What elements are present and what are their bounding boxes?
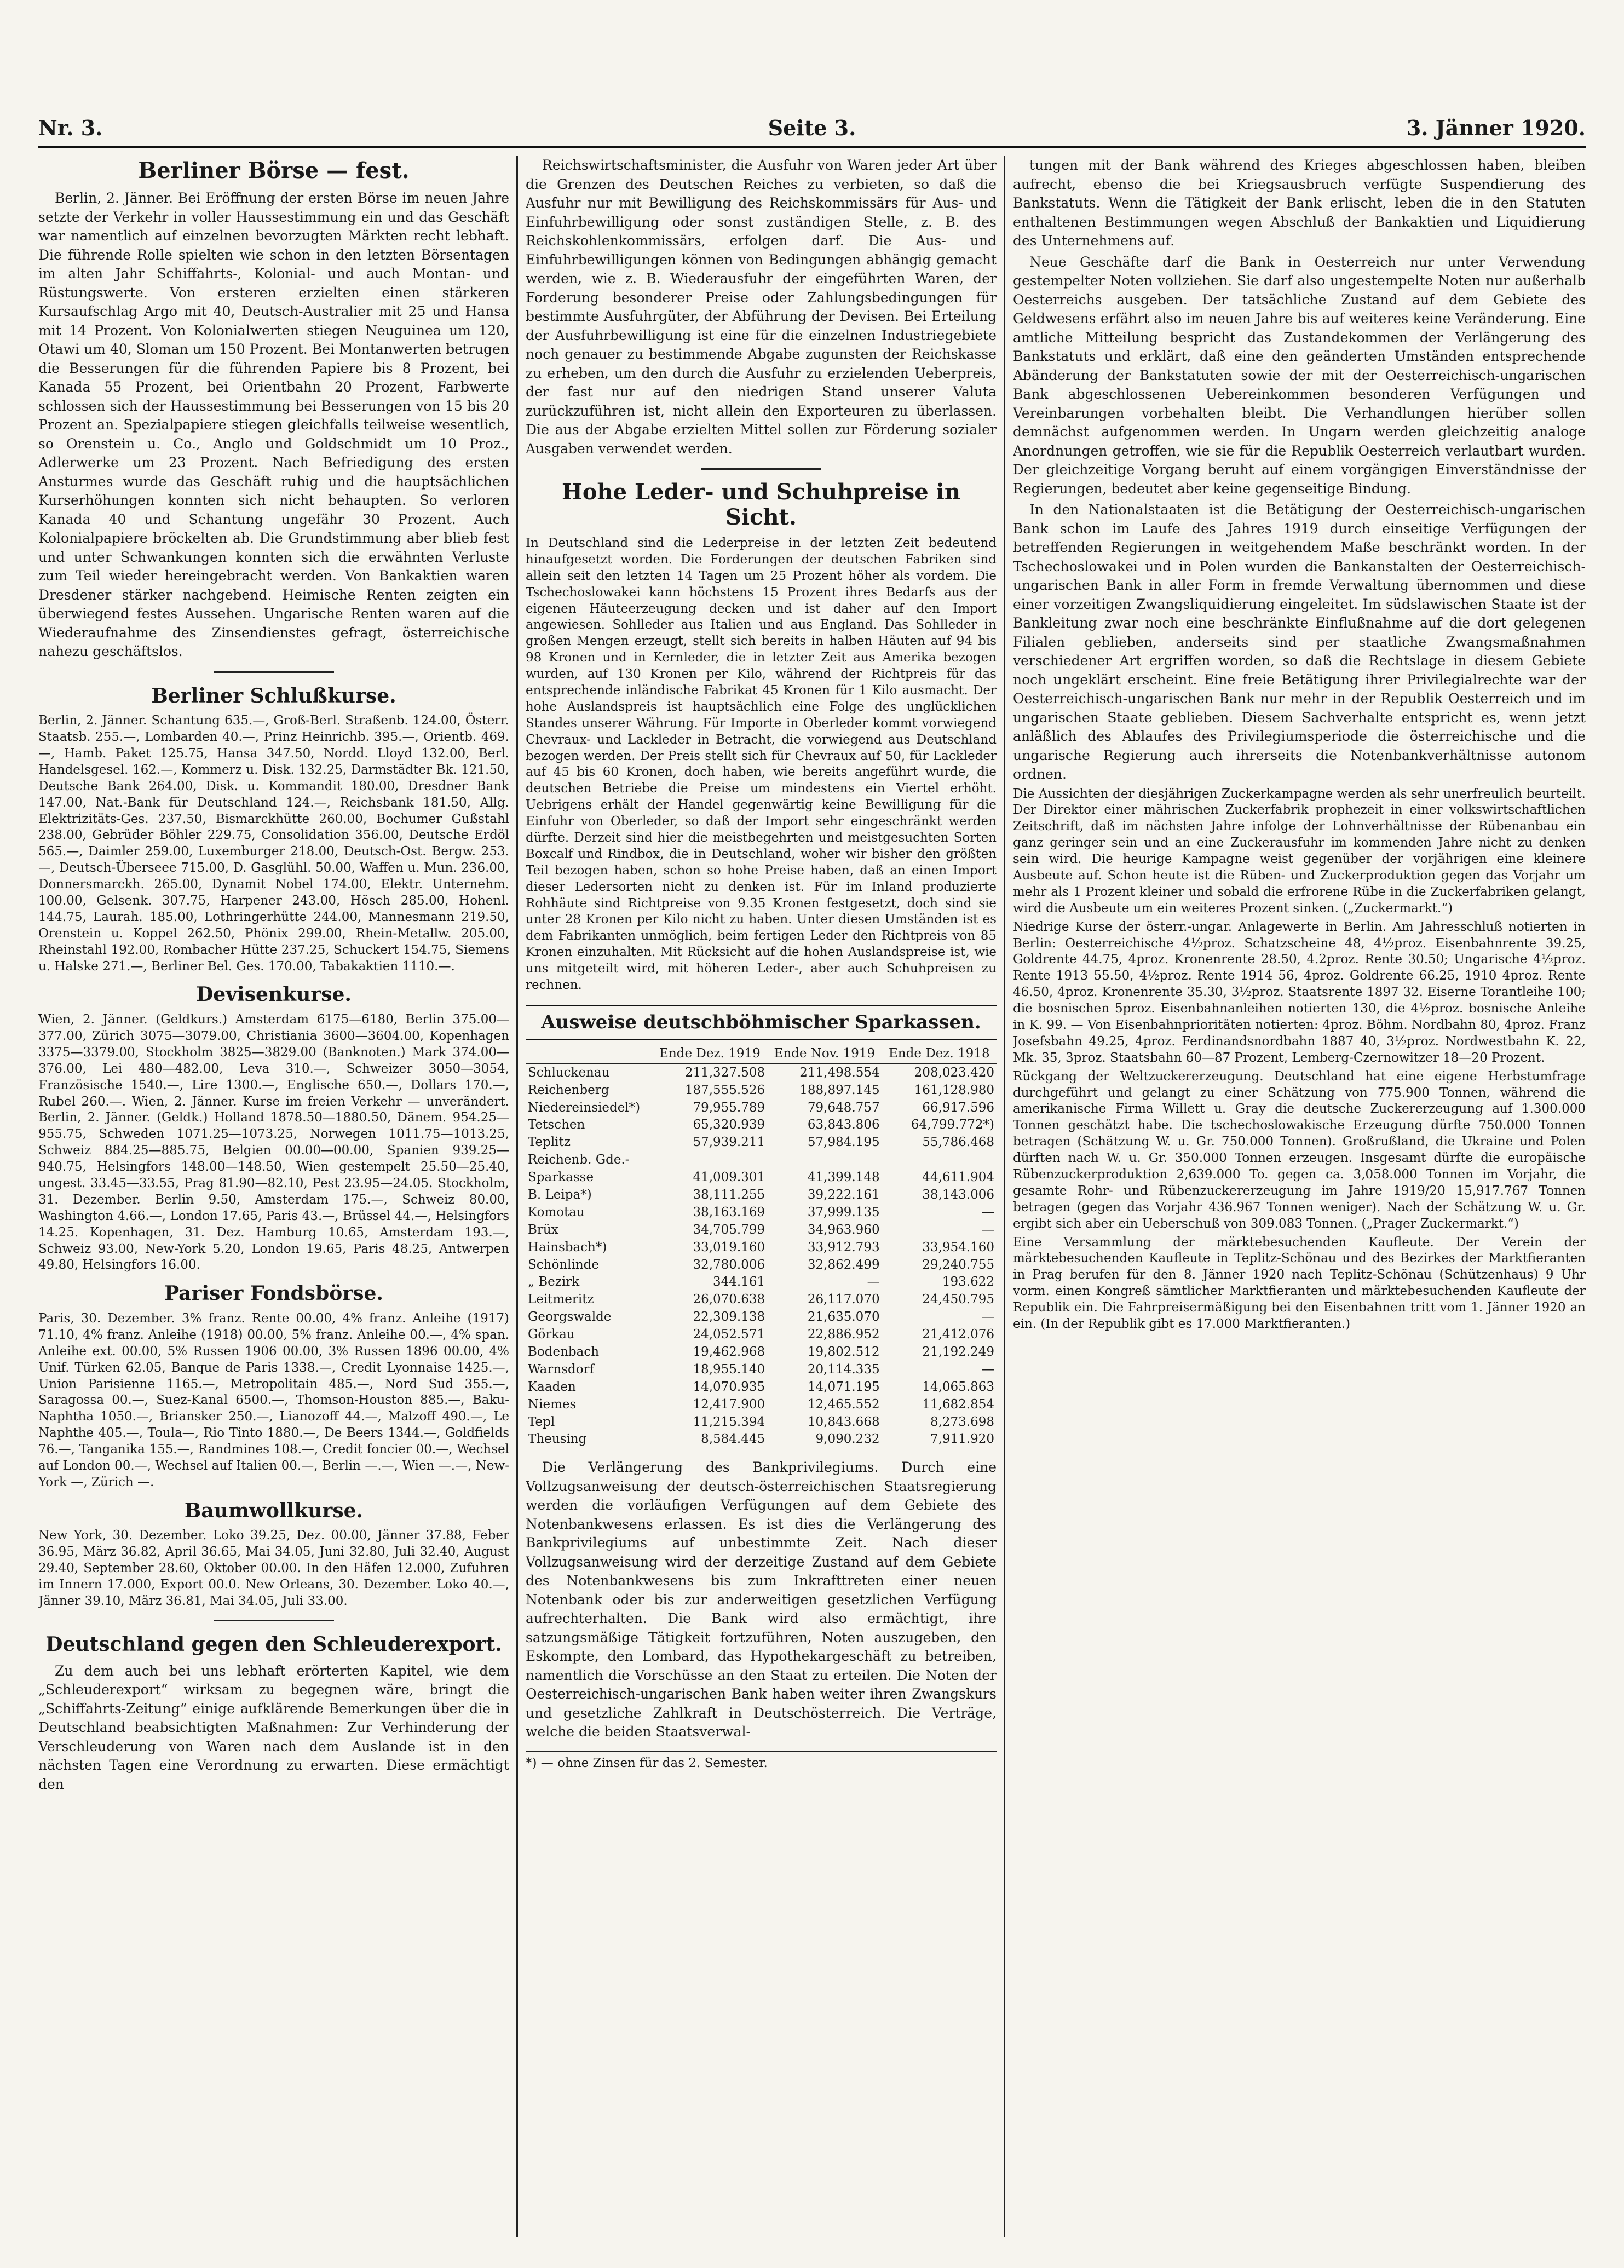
table-cell-place: Hainsbach*) [528,1240,607,1254]
table-cell-place: Tetschen [528,1118,585,1132]
table-cell-place: Reichenb. Gde.- [528,1153,630,1167]
table-cell-value: 20,114.335 [807,1362,880,1377]
column-3 [1013,156,1586,2237]
table-cell-value: 8,273.698 [930,1414,994,1429]
sparkassen-table-title: Ausweise deutschböhmischer Sparkassen. [526,1005,997,1040]
table-row [526,1239,997,1257]
table-row [526,1257,997,1274]
schlusskurse-list: Berlin, 2. Jänner. Schantung 635.—, Groß-Berl. Straßenb. 124.00, Österr. Staatsb. 255.—, Lombarden 40.—, Prinz Heinrichb. 395.—, Orientb. 469.—, Hamb. Paket 125.75, Hansa 347.50, Nordd. Lloyd 132.00, Berl. Handelsgesel. 162.—, Kommerz u. Disk. 132.25, Darmstädter Bk. 121.50, Deutsche Bank 264.00, Disk. u. Kommandit 180.00, Dresdner Bank 147.00, Nat.-Bank für Deutschland 124.—, Reichsbank 181.50, Allg. Elektrizitäts-Ges. 237.50, Bismarckhütte 260.00, Bochumer Gußstahl 238.00, Gebrüder Böhler 229.75, Consolidation 356.00, Deutsche Erdöl 565.—, Daimler 259.00, Luxemburger 218.00, Deutsch-Ost. Bergw. 253.—, Deutsch-Überseee 715.00, D. Gasglühl. 50.00, Waffen u. Mun. 236.00, Donnersmarckh. 265.00, Dynamit Nobel 174.00, Elektr. Unternehm. 100.00, Gelsenk. 307.75, Harpener 243.00, Hösch 285.00, Hohenl. 144.75, Laurah. 185.00, Lothringerhütte 244.00, Mannesmann 219.50, Orenstein u. Koppel 262.50, Phönix 299.00, Rhein-Metallw. 205.00, Rheinstahl 192.00, Rombacher Hütte 237.25, Schuckert 154.75, Siemens u. Halske 271.—, Berliner Bel. Ges. 170.00, Tabakaktien 1110.—. [38,713,509,974]
table-cell-place: Niemes [528,1397,577,1412]
table-cell-value: — [982,1205,994,1219]
table-cell-value: 22,886.952 [807,1327,880,1342]
table-cell-value [653,1152,767,1169]
table-cell-value: 34,963.960 [807,1222,880,1237]
table-cell-value: 39,222.161 [807,1187,880,1202]
article-neue-geschaefte: Neue Geschäfte darf die Bank in Oesterreich nur unter Verwendung gestempelter Noten vollziehen. Sie darf also ungestempelte Noten nur außerhalb Oesterreichs ausgeben. Der tatsächliche Zustand auf dem Gebiete des Geldwesens erfährt also im neuen Jahre bis auf weiteres keine Veränderung. Eine amtliche Mitteilung bespricht das Zustandekommen der Verlängerung des Bankstatuts und erklärt, daß eine den geänderten Umständen entsprechende Abänderung der Bankstatuten sowie der mit der Oesterreichisch-ungarischen Bank abgeschlossenen Uebereinkommen besonderen Verfügungen und Vereinbarungen vorbehalten bleibt. Die Verhandlungen hierüber sollen demnächst aufgenommen werden. In Ungarn werden gleichzeitig analoge Anordnungen getroffen, wie sie für die Republik Oesterreich verlautbart wurden. Der gleichzeitige Vorgang beruht auf einem vorgängigen Einverständnisse der Regierungen, bedeutet aber keine gegenseitige Bindung. [1013,254,1586,497]
table-cell-value: 11,215.394 [693,1414,765,1429]
divider [214,1620,334,1621]
table-cell-value: 19,462.968 [693,1344,765,1359]
table-cell-place: Niedereinsiedel*) [528,1100,641,1115]
table-cell-value: 211,327.508 [684,1065,765,1080]
article-berliner-boerse: Berlin, 2. Jänner. Bei Eröffnung der ersten Börse im neuen Jahre setzte der Verkehr in voller Haussestimmung ein und das Geschäft war namentlich auf einzelnen bevorzugten Märkten recht lebhaft. Die führende Rolle spielten wie schon in den letzten Börsentagen im alten Jahr Schiffahrts-, Kolonial- und auch Montan- und Rüstungswerte. Von ersteren erzielten einen stärkeren Kursaufschlag Argo mit 40, Deutsch-Australier mit 25 und Hansa mit 14 Prozent. Von Kolonialwerten stiegen Neuguinea um 120, Otawi um 40, Sloman um 150 Prozent. Bei Montanwerten betrugen die Besserungen für die führenden Papiere bis 8 Prozent, bei Kanada 55 Prozent, bei Orientbahn 20 Prozent, Farbwerte schlossen sich der Haussestimmung bei Besserungen von 15 bis 20 Prozent an. Spezialpapiere stiegen gleichfalls teilweise wesentlich, so Orenstein u. Co., Anglo und Goldschmidt um 10 Proz., Adlerwerke um 23 Prozent. Nach Befriedigung des ersten Ansturmes wurde das Geschäft ruhig und die hauptsächlichen Kurserhöhungen konnten sich nicht behaupten. So verloren Kanada 40 und Schantung ungefähr 30 Prozent. Auch Kolonialpapiere bröckelten ab. Die Grundstimmung aber blieb fest und unter Schwankungen konnten sich die erwähnten Verluste zum Teil wieder hereingebracht werden. Von Bankaktien waren Dresdener stärker nachgebend. Heimische Renten zeigten ein überwiegend festes Aussehen. Ungarische Renten waren auf die Wiederaufnahme des Zinsendienstes gefragt, österreichische nahezu geschäftslos. [38,190,509,659]
table-row [526,1291,997,1309]
table-row [526,1100,997,1117]
table-cell-value: 38,111.255 [693,1187,765,1202]
table-cell-value: 32,780.006 [693,1257,765,1272]
table-cell-value: 33,954.160 [922,1240,994,1254]
heading-devisenkurse: Devisenkurse. [196,983,352,1006]
table-cell-place: Brüx [528,1222,558,1237]
divider [214,671,334,673]
table-cell-value: 12,465.552 [807,1397,880,1412]
table-cell-value: 57,984.195 [807,1135,880,1150]
table-cell-value: 12,417.900 [693,1397,765,1412]
table-cell-value: 24,052.571 [693,1327,765,1342]
sparkassen-table [526,1045,997,1448]
table-row [526,1204,997,1222]
article-bankprivileg: Die Verlängerung des Bankprivilegiums. Durch eine Vollzugsanweisung der deutsch-österreichischen Staatsregierung werden die vorläufigen Verfügungen auf dem Gebiete des Notenbankwesens erlassen. Es ist dies die Verlängerung des Bankprivilegiums auf unbestimmte Zeit. Nach dieser Vollzugsanweisung wird der derzeitige Zustand auf dem Gebiete des Notenbankwesens bis zum Inkrafttreten einer neuen Notenbank oder bis zur anderweitigen gesetzlichen Verfügung aufrechterhalten. Die Bank wird also ermächtigt, ihre satzungsmäßige Tätigkeit fortzuführen, Noten auszugeben, den Eskompte, den Lombard, das Hypothekargeschäft zu betreiben, namentlich die Vorschüsse an den Staat zu erteilen. Die Noten der Oesterreichisch-ungarischen Bank haben weiter ihren Zwangskurs und gesetzliche Zahlkraft in Deutschösterreich. Die Verträge, welche die beiden Staatsverwal- [526,1459,997,1740]
table-cell-value: 14,065.863 [922,1379,994,1394]
table-cell-value: 41,009.301 [693,1170,765,1185]
table-row [526,1222,997,1239]
table-header-row [526,1045,997,1064]
table-cell-value: 208,023.420 [914,1065,994,1080]
table-row [526,1116,997,1134]
article-weltzucker: Rückgang der Weltzuckererzeugung. Deutschland hat eine eigene Herbstumfrage durchgeführt und gelangt zu einer Schätzung von 775.900 Tonnen, während die amerikanische Firma Willett u. Gray die deutsche Zuckererzeugung auf 1.300.000 Tonnen geschätzt habe. Die tschechoslowakische Erzeugung dürfte 750.000 Tonnen betragen (Schätzung W. u. Gr. 750.000 Tonnen). Großrußland, die Ukraine und Polen dürften nach W. u. Gr. 350.000 Tonnen erzeugen. Insgesamt dürfte die europäische Rübenzuckerproduktion 2,639.000 To. gegen ca. 3,058.000 Tonnen im Vorjahr, die gesamte Rohr- und Rübenzuckererzeugung im Jahre 1919/20 15,917.767 Tonnen betragen (gegen das Vorjahr 436.967 Tonnen weniger). Nach der Schätzung W. u. Gr. ergibt sich aber ein Ueberschuß von 309.083 Tonnen. („Prager Zuckermarkt.“) [1013,1069,1586,1231]
heading-schlusskurse: Berliner Schlußkurse. [151,684,396,707]
heading-pariser-fondsboerse: Pariser Fondsbörse. [164,1282,383,1305]
table-row [526,1134,997,1152]
table-cell-value: — [982,1310,994,1325]
table-cell-value: 10,843.668 [807,1414,880,1429]
issue-date: 3. Jänner 1920. [1406,115,1586,140]
table-row [526,1152,997,1169]
table-cell-value: 344.161 [713,1275,765,1290]
heading-schleuderexport: Deutschland gegen den Schleuderexport. [45,1632,502,1656]
table-header-cell [526,1045,653,1064]
table-cell-value: 55,786.468 [922,1135,994,1150]
article-nationalstaaten: In den Nationalstaaten ist die Betätigung der Oesterreichisch-ungarischen Bank schon im Laufe des Jahres 1919 durch einseitige Verfügungen der betreffenden Regierungen in weitgehendem Maße beschränkt worden. In der Tschechoslowakei und in Polen wurden die Bankanstalten der Oesterreichisch-ungarischen Bank in aller Form in fremde Verwaltung übernommen und diese einer vorzeitigen Zwangsliquidierung eingeleitet. Im südslawischen Staate ist der Bankleitung zwar noch eine beschränkte Einflußnahme auf die dort gelegenen Filialen geblieben, anderseits sind per staatliche Zwangsmaßnahmen verschiedener Art ergriffen worden, so daß die Rechtslage in diesem Gebiete noch ungeklärt erscheint. Eine freie Betätigung ihrer Privilegialrechte war der Oesterreichisch-ungarischen Bank nur mehr in der Republik Oesterreich und im ungarischen Staate geblieben. Diesem Sachverhalte entspricht es, wenn jetzt anläßlich des Ablaufes des Privilegiumsperiode die österreichische und die ungarische Regierung auch ihrerseits die Notenbankverhältnisse autonom ordnen. [1013,502,1586,782]
table-footnote: *) — ohne Zinsen für das 2. Semester. [526,1751,997,1772]
table-row [526,1309,997,1326]
table-cell-value: 41,399.148 [807,1170,880,1185]
column-1 [38,156,509,2237]
table-cell-value: 66,917.596 [922,1100,994,1115]
table-row [526,1187,997,1204]
table-cell-place: Georgswalde [528,1310,612,1325]
table-cell-place: Theusing [528,1432,587,1447]
table-cell-value: 9,090.232 [815,1432,880,1447]
table-cell-value: 44,611.904 [922,1170,994,1185]
table-cell-value: 38,143.006 [922,1187,994,1202]
table-cell-place: Kaaden [528,1379,576,1394]
table-cell-place: „ Bezirk [528,1275,580,1290]
baumwolle-list: New York, 30. Dezember. Loko 39.25, Dez. 00.00, Jänner 37.88, Feber 36.95, März 36.82, April 36.65, Mai 34.05, Juni 32.80, Juli 32.40, August 29.40, September 28.60, Oktober 00.00. In den Häfen 12.000, Zufuhren im Innern 17.000, Export 00.0. New Orleans, 30. Dezember. Loko 40.—, Jänner 39.10, März 36.81, Mai 34.05, Juli 33.00. [38,1528,509,1609]
table-cell-value: 79,648.757 [807,1100,880,1115]
table-cell-value: — [982,1222,994,1237]
table-cell-value: 65,320.939 [693,1118,765,1132]
heading-berliner-boerse: Berliner Börse — fest. [138,158,410,183]
article-zuckerkampagne: Die Aussichten der diesjährigen Zuckerkampagne werden als sehr unerfreulich beurteilt. Der Direktor einer mährischen Zuckerfabrik prophezeit in einer volkswirtschaftlichen Zeitschrift, daß im nächsten Jahre infolge der Lohnverhältnisse der Rübenanbau ein ganz geringer sein und an eine Zuckerausfuhr im kommenden Jahre nicht zu denken sein wird. Die heurige Kampagne weist gegenüber der vorjährigen eine kleinere Ausbeute auf. Schon heute ist die Rüben- und Zuckerproduktion gegen das Vorjahr um mehr als 1 Prozent kleiner und sobald die erfrorene Rübe in die Zuckerfabriken gelangt, wird die Ausbeute um ein weiteres Prozent sinken. („Zuckermarkt.“) [1013,786,1586,916]
table-cell-place: Leitmeritz [528,1292,594,1307]
article-lederpreise: In Deutschland sind die Lederpreise in der letzten Zeit bedeutend hinaufgesetzt worden. Die Forderungen der deutschen Fabriken sind allein seit den letzten 14 Tagen um 25 Prozent höher als vordem. Die Tschechoslowakei kann höchstens 15 Prozent ihres Bedarfs aus der eigenen Häuteerzeugung decken und ist daher auf den Import angewiesen. Sohlleder aus Italien und aus England. Das Sohlleder in großen Mengen erzeugt, stellt sich bereits in halben Häuten auf 94 bis 98 Kronen und in Kernleder, die in letzter Zeit aus Amerika bezogen wurden, auf 130 Kronen per Kilo, während der Richtpreis für das entsprechende inländische Fabrikat 45 Kronen für 1 Kilo ausmacht. Der hohe Auslandspreis ist hauptsächlich eine Folge des unglücklichen Standes unserer Währung. Für Importe in Oberleder kommt vorwiegend Chevraux- und Lackleder in Betracht, die vorwiegend aus Deutschland bezogen werden. Der Preis stellt sich für Chevraux auf 50, für Lackleder auf 45 bis 60 Kronen, doch haben, wie bereits angeführt wurde, die deutschen Betriebe die Preise um mindestens ein Viertel erhöht. Uebrigens erhält der Handel gegenwärtig keine Bewilligung für die Einfuhr von Oberleder, so daß der Import sehr eingeschränkt werden dürfte. Derzeit sind hier die meistbegehrten und meistgesuchten Sorten Boxcalf und Rindbox, die in Deutschland, woher wir bisher den größten Teil bezogen haben, schon so hohe Preise haben, daß an einen Import dieser Ledersorten nicht zu denken ist. Für im Inland produzierte Rohhäute sind Richtpreise von 9.35 Kronen festgesetzt, doch sind sie unter 28 Kronen per Kilo nicht zu haben. Unter diesen Umständen ist es dem Fabrikanten unmöglich, beim fertigen Leder den Richtpreis von 85 Kronen einzuhalten. Mit Rücksicht auf die hohen Auslandspreise ist, wie uns mitgeteilt wird, mit höheren Leder-, aber auch Schuhpreisen zu rechnen. [526,536,997,993]
table-cell-value: 187,555.526 [684,1083,765,1097]
divider [701,468,821,470]
table-cell-place: Sparkasse [528,1170,594,1185]
table-cell-value: 11,682.854 [922,1397,994,1412]
table-row [526,1431,997,1448]
table-cell-value: 211,498.554 [799,1065,880,1080]
table-cell-place: Reichenberg [528,1083,609,1097]
table-row [526,1361,997,1379]
table-cell-value: 21,635.070 [807,1310,880,1325]
article-bankprivileg-continued: tungen mit der Bank während des Krieges abgeschlossen haben, bleiben aufrecht, ebenso die bei Kriegsausbruch verfügte Suspendierung des Bankstatuts. Wenn die Tätigkeit der Bank erlischt, leben die in den Statuten enthaltenen Bestimmungen wegen Abschluß der Bankaktien und Liquidierung des Unternehmens auf. [1013,157,1586,249]
devisen-list: Wien, 2. Jänner. (Geldkurs.) Amsterdam 6175—6180, Berlin 375.00—377.00, Zürich 3075—3079.00, Christiania 3600—3604.00, Kopenhagen 3375—3379.00, Stockholm 3825—3829.00 (Banknoten.) Mark 374.00—376.00, Lei 480—482.00, Leva 310.—, Schweizer 3050—3054, Französische 1540.—, Lire 1300.—, Englische 650.—, Dollars 170.—, Rubel 260.—. Wien, 2. Jänner. Kurse im freien Verkehr — unverändert. Berlin, 2. Jänner. (Geldk.) Holland 1878.50—1880.50, Dänem. 954.25—955.75, Schweden 1071.25—1073.25, Norwegen 1011.75—1013.25, Schweiz 884.25—885.75, Belgien 00.00—00.00, Spanien 939.25—940.75, Helsingfors 148.00—148.50, Wien gestempelt 25.50—25.40, ungest. 33.45—33.55, Prag 81.90—82.10, Pest 23.95—24.05. Stockholm, 31. Dezember. Berlin 9.50, Amsterdam 175.—, Schweiz 80.00, Washington 4.66.—, London 17.65, Paris 43.—, Brüssel 44.—, Helsingfors 14.25. Kopenhagen, 31. Dez. Hamburg 10.65, Amsterdam 193.—, Schweiz 93.00, New-York 5.20, London 19.65, Paris 48.25, Antwerpen 49.80, Helsingfors 16.00. [38,1012,509,1273]
page-number: Seite 3. [768,115,856,140]
table-cell-place: Teplitz [528,1135,571,1150]
table-cell-value: 19,802.512 [807,1344,880,1359]
column-rule-right [1004,156,1005,2237]
column-2 [526,156,997,2237]
table-body [526,1064,997,1449]
table-header-cell: Ende Dez. 1919 [653,1045,767,1064]
table-cell-value: 64,799.772*) [911,1118,994,1132]
table-cell-value: 33,019.160 [693,1240,765,1254]
table-cell-value: 26,070.638 [693,1292,765,1307]
table-cell-value: 21,192.249 [922,1344,994,1359]
table-cell-value: 14,071.195 [807,1379,880,1394]
table-cell-value: 38,163.169 [693,1205,765,1219]
table-cell-place: Warnsdorf [528,1362,595,1377]
table-row [526,1274,997,1291]
table-cell-value: 14,070.935 [693,1379,765,1394]
table-cell-value: 79,955.789 [693,1100,765,1115]
table-cell-value: 57,939.211 [693,1135,765,1150]
table-row [526,1082,997,1100]
table-cell-place: Schönlinde [528,1257,599,1272]
article-schleuderexport: Zu dem auch bei uns lebhaft erörterten Kapitel, wie dem „Schleuderexport“ wirksam zu begegnen wäre, bringt die „Schiffahrts-Zeitung“ einige aufklärende Bemerkungen über die in Deutschland beabsichtigten Maßnahmen: Zur Verhinderung der Verschleuderung von Waren nach dem Auslande ist in den nächsten Tagen eine Verordnung zu erwarten. Diese ermächtigt den [38,1662,509,1792]
table-cell-value: 7,911.920 [930,1432,994,1447]
table-row [526,1414,997,1431]
issue-number: Nr. 3. [38,115,103,140]
table-row [526,1379,997,1396]
table-cell-value: 22,309.138 [693,1310,765,1325]
table-cell-value: 24,450.795 [922,1292,994,1307]
table-cell-value: 34,705.799 [693,1222,765,1237]
column-rule-left [516,156,518,2237]
table-cell-value: 37,999.135 [807,1205,880,1219]
table-header-cell: Ende Dez. 1918 [882,1045,997,1064]
table-cell-value: — [982,1362,994,1377]
table-cell-value: 21,412.076 [922,1327,994,1342]
table-cell-value: — [867,1275,880,1290]
table-cell-place: Bodenbach [528,1344,600,1359]
table-cell-value: 18,955.140 [693,1362,765,1377]
table-row [526,1064,997,1082]
article-schleuderexport-continued: Reichswirtschaftsminister, die Ausfuhr von Waren jeder Art über die Grenzen des Deutschen Reiches zu verbieten, so daß die Ausfuhr nur mit Bewilligung des Reichskommissärs für Aus- und Einfuhrbewilligung oder sonst zuständigen Stelle, z. B. des Reichskohlenkommissärs, erfolgen darf. Die Aus- und Einfuhrbewilligungen können von Bedingungen abhängig gemacht werden, wie z. B. Wiederausfuhr der eingeführten Waren, der Forderung besonderer Preise oder Zahlungsbedingungen für bestimmte Ausfuhrgüter, der Abführung der Devisen. Bei Erteilung der Ausfuhrbewilligung ist eine für die einzelnen Industriegebiete noch genauer zu bestimmende Abgabe zugunsten der Reichskasse zu erheben, um den durch die Ausfuhr zu erzielenden Ueberpreis, der fast nur auf den niedrigen Stand unserer Valuta zurückzuführen ist, nicht allein den Exporteuren zu überlassen. Die aus der Abgabe erzielten Mittel sollen zur Förderung sozialer Ausgaben verwendet werden. [526,157,997,457]
table-cell-place: Schluckenau [528,1065,610,1080]
table-header-cell: Ende Nov. 1919 [767,1045,882,1064]
table-row [526,1396,997,1414]
table-cell-value: 161,128.980 [914,1083,994,1097]
table-cell-value: 193.622 [942,1275,994,1290]
heading-lederpreise: Hohe Leder- und Schuhpreise in Sicht. [562,479,960,530]
article-versammlung: Eine Versammlung der märktebesuchenden Kaufleute. Der Verein der märktebesuchenden Kaufleute in Teplitz-Schönau und des Bezirkes der Marktfieranten in Prag berufen für den 8. Jänner 1920 nach Teplitz-Schönau (Schützenhaus) 9 Uhr vorm. einen Kongreß sämtlicher Marktfieranten und märktebesuchenden Kaufleute der Republik ein. Die Fahrpreisermäßigung bei den Eisenbahnen tritt vom 1. Jänner 1920 an ein. (In der Republik gibt es 17.000 Marktfieranten.) [1013,1235,1586,1331]
table-cell-value: 26,117.070 [807,1292,880,1307]
table-cell-value: 32,862.499 [807,1257,880,1272]
table-cell-value: 29,240.755 [922,1257,994,1272]
heading-baumwollkurse: Baumwollkurse. [184,1499,364,1522]
table-row [526,1326,997,1344]
table-cell-value [882,1152,997,1169]
article-anlagewerte: Niedrige Kurse der österr.-ungar. Anlagewerte in Berlin. Am Jahresschluß notierten in Berlin: Oesterreichische 4½proz. Schatzscheine 48, 4½proz. Eisenbahnrente 39.25, Goldrente 44.75, 4proz. Kronenrente 28.50, 4.2proz. Rente 30.50; Ungarische 4½proz. Rente 1913 55.50, 4½proz. Rente 1914 56, 4proz. Goldrente 66.25, 1910 4proz. Rente 46.50, 4proz. Kronenrente 35.30, 3½proz. Staatsrente 1897 32. Eiserne Torantleihe 100; die bosnischen 5proz. Eisenbahnanleihen notierten 130, die 4½proz. bosnische Anleihe in K. 99. — Von Eisenbahnprioritäten notierten: 4proz. Böhm. Nordbahn 80, 4proz. Franz Josefsbahn 49.25, 4proz. Ferdinandsnordbahn 1887 40, 3½proz. Nordwestbahn K. 22, Mk. 35, 3proz. Staatsbahn 60—87 Prozent, Lemberg-Czernowitzer 18—20 Prozent. [1013,919,1586,1065]
table-cell-value [767,1152,882,1169]
table-cell-place: Komotau [528,1205,585,1219]
table-cell-place: Tepl [528,1414,555,1429]
table-cell-value: 8,584.445 [701,1432,765,1447]
table-cell-place: Görkau [528,1327,575,1342]
table-cell-value: 63,843.806 [807,1118,880,1132]
table-cell-value: 188,897.145 [799,1083,880,1097]
paris-list: Paris, 30. Dezember. 3% franz. Rente 00.00, 4% franz. Anleihe (1917) 71.10, 4% franz. Anleihe (1918) 00.00, 5% franz. Anleihe 00.—, 4% span. Anleihe ext. 00.00, 5% Russen 1906 00.00, 3% Russen 1896 00.00, 4% Unif. Türken 62.05, Banque de Paris 1338.—, Credit Lyonnaise 1425.—, Union Parisienne 1165.—, Metropolitain 485.—, Nord Sud 355.—, Saragossa 00.—, Suez-Kanal 6500.—, Thomson-Houston 885.—, Baku-Naphtha 1050.—, Briansker 250.—, Lianozoff 44.—, Malzoff 490.—, Le Naphthe 405.—, Toula—, Rio Tinto 1880.—, De Beers 1344.—, Goldfields 76.—, Tanganika 155.—, Randmines 108.—, Credit foncier 00.—, Wechsel auf London 00.—, Wechsel auf Italien 00.—, Berlin —.—, Wien —.—, New-York —, Zürich —. [38,1311,509,1489]
table-row [526,1169,997,1187]
table-row [526,1344,997,1361]
table-cell-place: B. Leipa*) [528,1187,592,1202]
table-cell-value: 33,912.793 [807,1240,880,1254]
masthead [38,115,1586,148]
